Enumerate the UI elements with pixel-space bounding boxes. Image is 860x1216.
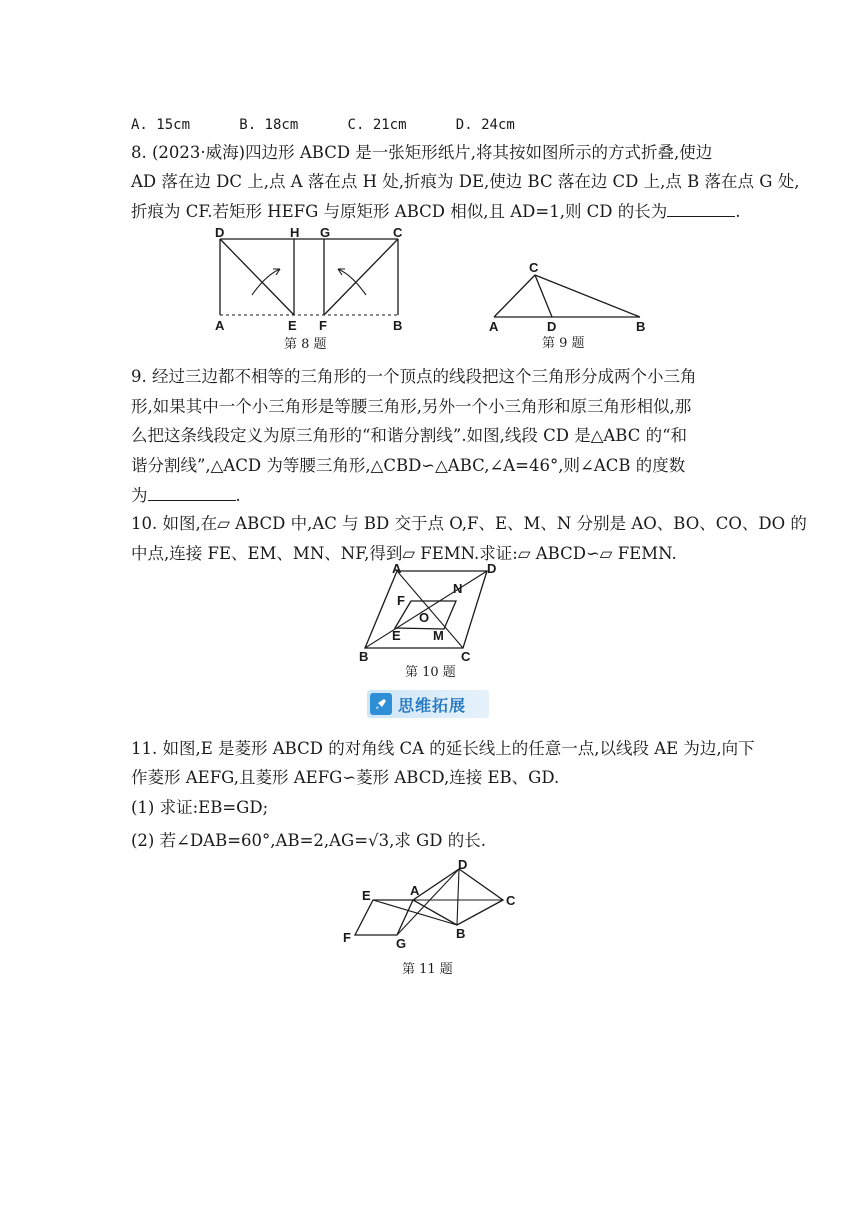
fig11-label-f: F [343, 930, 351, 945]
fig11-label-g: G [396, 936, 407, 951]
fig8-label-d: D [215, 225, 225, 240]
q7-option-b: B. 18cm [239, 117, 299, 133]
fig8-label-e: E [288, 318, 297, 333]
fig8-label-c: C [393, 225, 403, 240]
q7-options [131, 113, 559, 136]
q9-line4: 谐分割线”,△ACD 为等腰三角形,△CBD∽△ABC,∠A=46°,则∠ACB 的度数 [131, 456, 686, 475]
q7-option-a: A. 15cm [131, 117, 191, 133]
q8-line3-text: 折痕为 CF.若矩形 HEFG 与原矩形 ABCD 相似,且 AD=1,则 CD 的长为 [131, 202, 668, 221]
fig10-label-e: E [392, 628, 401, 643]
fig9-caption: 第 9 题 [542, 336, 585, 351]
fig9-label-d: D [547, 319, 557, 334]
figure-8 [200, 225, 430, 355]
q11-part1: (1) 求证:EB=GD; [131, 798, 269, 817]
fig8-label-g: G [320, 225, 331, 240]
q11-line2: 作菱形 AEFG,且菱形 AEFG∽菱形 ABCD,连接 EB、GD. [131, 768, 560, 787]
q9-answer-blank[interactable] [148, 484, 236, 501]
fig11-label-a: A [410, 883, 420, 898]
q9-line2: 形,如果其中一个小三角形是等腰三角形,另外一个小三角形和原三角形相似,那 [131, 397, 692, 416]
q8-line3 [131, 200, 741, 223]
fig10-label-d: D [487, 561, 497, 576]
q8-line3-end: . [735, 202, 741, 221]
figure-11 [335, 855, 535, 985]
q10-line2: 中点,连接 FE、EM、MN、NF,得到▱ FEMN.求证:▱ ABCD∽▱ FEMN. [131, 544, 677, 563]
fig11-caption: 第 11 题 [402, 962, 453, 977]
q9-line3: 么把这条线段定义为原三角形的“和谐分割线”.如图,线段 CD 是△ABC 的“和 [131, 426, 688, 445]
fig11-label-b: B [456, 926, 466, 941]
fig11-label-d: D [458, 857, 468, 872]
banner-text: 思维拓展 [398, 695, 467, 715]
q11-line1: 11. 如图,E 是菱形 ABCD 的对角线 CA 的延长线上的任意一点,以线段 AE 为边,向下 [131, 739, 755, 758]
q10-line1: 10. 如图,在▱ ABCD 中,AC 与 BD 交于点 O,F、E、M、N 分别是 AO、BO、CO、DO 的 [131, 514, 807, 533]
figure-9 [480, 255, 660, 355]
q9-line5-end: . [235, 486, 241, 505]
fig9-label-c: C [529, 260, 539, 275]
fig10-caption: 第 10 题 [405, 665, 456, 680]
q9-line1: 9. 经过三边都不相等的三角形的一个顶点的线段把这个三角形分成两个小三角 [131, 367, 697, 386]
fig9-label-b: B [636, 319, 646, 334]
fig10-label-a: A [392, 561, 402, 576]
fig8-label-h: H [290, 225, 300, 240]
fig11-label-c: C [506, 893, 516, 908]
q9-line5 [131, 484, 241, 507]
fig10-label-o: O [419, 610, 430, 625]
q9-line5-text: 为 [131, 486, 148, 505]
fig8-label-b: B [393, 318, 403, 333]
fig11-label-e: E [362, 888, 371, 903]
q7-option-c: C. 21cm [347, 117, 407, 133]
q8-line2: AD 落在边 DC 上,点 A 落在点 H 处,折痕为 DE,使边 BC 落在边 CD 上,点 B 落在点 G 处, [131, 172, 800, 191]
section-banner [367, 690, 489, 718]
fig8-label-a: A [215, 318, 225, 333]
figure-10 [355, 560, 515, 680]
q11-part2: (2) 若∠DAB=60°,AB=2,AG=√3,求 GD 的长. [131, 831, 486, 850]
fig10-label-c: C [461, 649, 471, 664]
q8-answer-blank[interactable] [667, 200, 735, 217]
rocket-icon [370, 693, 392, 715]
q8-line1: 8. (2023·威海)四边形 ABCD 是一张矩形纸片,将其按如图所示的方式折叠,使边 [131, 143, 713, 162]
fig10-label-f: F [397, 593, 405, 608]
fig8-label-f: F [319, 318, 327, 333]
fig10-label-b: B [359, 649, 369, 664]
fig10-label-n: N [453, 581, 463, 596]
fig8-caption: 第 8 题 [284, 337, 327, 352]
q7-option-d: D. 24cm [455, 117, 515, 133]
fig9-label-a: A [489, 319, 499, 334]
fig10-label-m: M [433, 628, 444, 643]
